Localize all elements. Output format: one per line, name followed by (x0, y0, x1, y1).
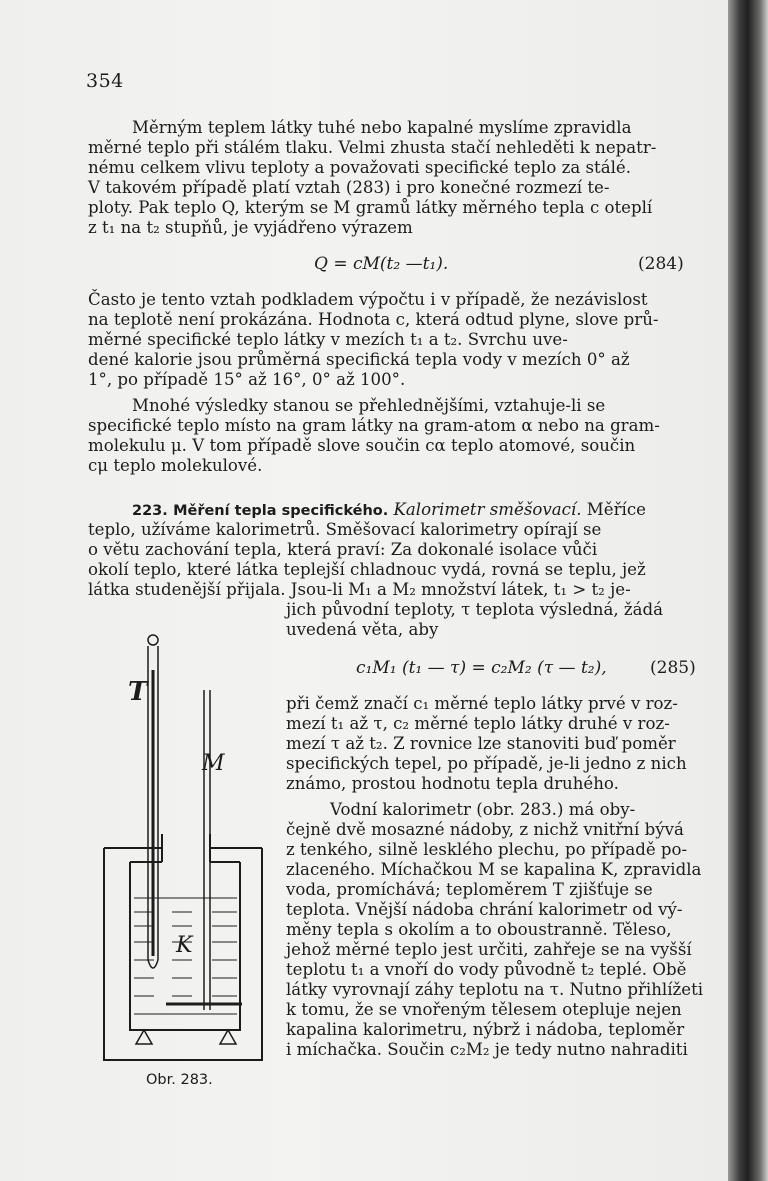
text-line: okolí teplo, které látka teplejší chladnouc vydá, rovná se teplu, jež (88, 560, 646, 579)
text-line: čejně dvě mosazné nádoby, z nichž vnitřní bývá (286, 820, 684, 839)
text-line: Měrným teplem látky tuhé nebo kapalné myslíme zpravidla (132, 118, 632, 137)
text-line: V takovém případě platí vztah (283) i pro konečné rozmezí te- (88, 178, 610, 197)
text-line: specifické teplo místo na gram látky na gram-atom α nebo na gram- (88, 416, 660, 435)
text-line: z t₁ na t₂ stupňů, je vyjádřeno výrazem (88, 218, 413, 237)
text-line: specifických tepel, po případě, je-li jedno z nich (286, 754, 687, 773)
text-line: voda, promíchává; teploměrem T zjišťuje se (286, 880, 653, 899)
label-T: T (128, 677, 148, 707)
text-line: Měříce (586, 500, 646, 519)
section-heading (132, 500, 646, 521)
section-number: 223. (132, 503, 168, 519)
text-line: nému celkem vlivu teploty a považovati specifické teplo za stálé. (88, 158, 631, 177)
equation-285: c₁M₁ (t₁ — τ) = c₂M₂ (τ — t₂), (356, 658, 607, 678)
text-line: i míchačka. Součin c₂M₂ je tedy nutno nahraditi (286, 1040, 688, 1059)
book-spine-shadow (728, 0, 768, 1181)
text-line: molekulu μ. V tom případě slove součin cα teplo atomové, součin (88, 436, 636, 455)
section-title: Měření tepla specifického. (173, 503, 389, 519)
thermometer-top (148, 635, 158, 645)
text-line: známo, prostou hodnotu tepla druhého. (286, 774, 619, 793)
label-M: M (202, 751, 225, 776)
label-K: K (176, 933, 193, 958)
text-line: 1°, po případě 15° až 16°, 0° až 100°. (88, 370, 406, 389)
text-line: látka studenější přijala. Jsou-li M₁ a M₂ množství látek, t₁ > t₂ je- (88, 580, 631, 599)
text-line: cμ teplo molekulové. (88, 456, 263, 475)
page-number: 354 (86, 70, 124, 92)
text-line: teplotu t₁ a vnoří do vody původně t₂ teplé. Obě (286, 960, 687, 979)
text-line: Vodní kalorimetr (obr. 283.) má oby- (330, 800, 636, 819)
text-line: měrné specifické teplo látky v mezích t₁ a t₂. Svrchu uve- (88, 330, 568, 349)
calorimeter-figure (92, 630, 272, 1070)
text-line: jich původní teploty, τ teplota výsledná, žádá (286, 600, 664, 619)
text-line: teplota. Vnější nádoba chrání kalorimetr od vý- (286, 900, 683, 919)
text-line: látky vyrovnají záhy teplotu na τ. Nutno přihlížeti (286, 980, 704, 999)
equation-284-number: (284) (638, 254, 684, 274)
text-line: o větu zachování tepla, která praví: Za dokonalé isolace vůči (88, 540, 598, 559)
text-line: z tenkého, silně lesklého plechu, po případě po- (286, 840, 688, 859)
equation-285-number: (285) (650, 658, 696, 678)
section-subtitle: Kalorimetr směšovací. (393, 500, 582, 519)
text-line: uvedená věta, aby (286, 620, 439, 639)
text-line: ploty. Pak teplo Q, kterým se M gramů látky měrného tepla c oteplí (88, 198, 653, 217)
text-line: měny tepla s okolím a to oboustranně. Těleso, (286, 920, 672, 939)
text-line: dené kalorie jsou průměrná specifická tepla vody v mezích 0° až (88, 350, 630, 369)
text-line: jehož měrné teplo jest určiti, zahřeje se na vyšší (286, 940, 692, 959)
text-line: teplo, užíváme kalorimetrů. Směšovací kalorimetry opírají se (88, 520, 602, 539)
text-line: měrné teplo při stálém tlaku. Velmi zhusta stačí nehleděti k nepatr- (88, 138, 657, 157)
text-line: na teplotě není prokázána. Hodnota c, která odtud plyne, slove prů- (88, 310, 659, 329)
text-line: k tomu, že se vnořeným tělesem otepluje nejen (286, 1000, 682, 1019)
text-line: Často je tento vztah podkladem výpočtu i v případě, že nezávislost (88, 290, 648, 309)
text-line: při čemž značí c₁ měrné teplo látky prvé v roz- (286, 694, 678, 713)
equation-284: Q = cM(t₂ —t₁). (314, 254, 449, 274)
text-line: mezí τ až t₂. Z rovnice lze stanoviti buď poměr (286, 734, 676, 753)
figure-caption: Obr. 283. (146, 1072, 213, 1088)
text-line: kapalina kalorimetru, nýbrž i nádoba, teploměr (286, 1020, 685, 1039)
text-line: zlaceného. Míchačkou M se kapalina K, zpravidla (286, 860, 702, 879)
text-line: mezí t₁ až τ, c₂ měrné teplo látky druhé v roz- (286, 714, 670, 733)
text-line: Mnohé výsledky stanou se přehlednějšími, vztahuje-li se (132, 396, 606, 415)
